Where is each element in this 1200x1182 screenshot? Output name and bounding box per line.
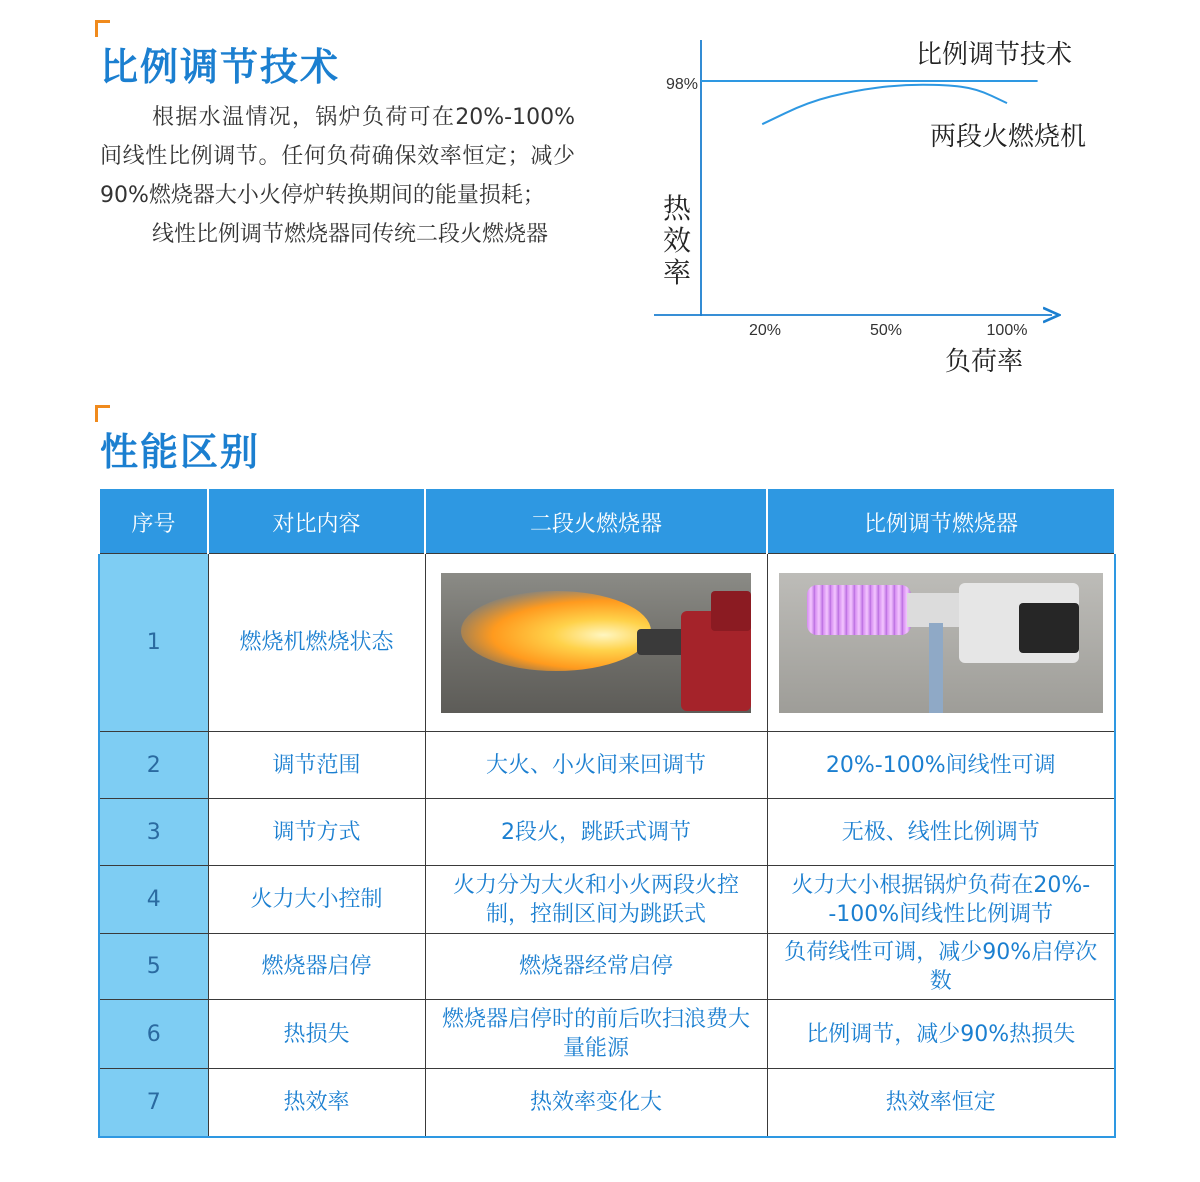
two-stage-flame-photo-cell xyxy=(425,554,767,732)
intro-paragraph-2: 线性比例调节燃烧器同传统二段火燃烧器 xyxy=(152,222,549,247)
title-corner-mark-2 xyxy=(95,405,110,422)
intro-paragraph-1: 根据水温情况，锅炉负荷可在20%-100%间线性比例调节。任何负荷确保效率恒定；减少90%燃烧器大小火停炉转换期间的能量损耗； xyxy=(100,105,575,208)
row-two-stage: 火力分为大火和小火两段火控制，控制区间为跳跃式 xyxy=(425,866,767,934)
row-index: 1 xyxy=(99,554,208,732)
row-proportional: 无极、线性比例调节 xyxy=(767,799,1115,866)
x-tick-50: 50% xyxy=(869,322,903,339)
header-item: 对比内容 xyxy=(208,490,425,554)
row-item: 热损失 xyxy=(208,1000,425,1069)
row-item: 燃烧器启停 xyxy=(208,934,425,1000)
row-index: 4 xyxy=(99,866,208,934)
two-stage-flame-photo xyxy=(441,573,751,713)
y-tick-98: 98% xyxy=(665,76,698,93)
row-index: 6 xyxy=(99,1000,208,1069)
title-corner-mark xyxy=(95,20,110,37)
comparison-table xyxy=(98,489,1116,1138)
row-index: 3 xyxy=(99,799,208,866)
table-row xyxy=(99,799,1115,866)
proportional-flame-photo-cell xyxy=(767,554,1115,732)
row-two-stage: 燃烧器经常启停 xyxy=(425,934,767,1000)
series-label-two-stage: 两段火燃烧机 xyxy=(929,122,1086,152)
row-two-stage: 热效率变化大 xyxy=(425,1069,767,1137)
section-title-proportional: 比例调节技术 xyxy=(100,45,341,89)
row-index: 2 xyxy=(99,732,208,799)
row-proportional: 火力大小根据锅炉负荷在20%--100%间线性比例调节 xyxy=(767,866,1115,934)
intro-text xyxy=(100,98,575,254)
series-two-stage-line xyxy=(762,85,1007,124)
premix-flame-glow xyxy=(807,585,911,635)
header-index: 序号 xyxy=(99,490,208,554)
x-axis-label: 负荷率 xyxy=(944,347,1024,377)
header-two-stage: 二段火燃烧器 xyxy=(425,490,767,554)
table-row xyxy=(99,554,1115,732)
x-tick-100: 100% xyxy=(986,322,1028,339)
table-row xyxy=(99,1000,1115,1069)
burner-body-2 xyxy=(711,591,751,631)
table-header-row xyxy=(99,490,1115,554)
row-proportional: 热效率恒定 xyxy=(767,1069,1115,1137)
burner-motor xyxy=(1019,603,1079,653)
table-row xyxy=(99,1069,1115,1137)
burner-stand xyxy=(929,623,943,713)
flame-glow xyxy=(461,591,651,671)
header-proportional: 比例调节燃烧器 xyxy=(767,490,1115,554)
row-index: 5 xyxy=(99,934,208,1000)
y-axis-label-3: 率 xyxy=(662,256,692,289)
table-row xyxy=(99,732,1115,799)
row-item: 热效率 xyxy=(208,1069,425,1137)
row-item: 调节方式 xyxy=(208,799,425,866)
row-item: 调节范围 xyxy=(208,732,425,799)
row-proportional: 20%-100%间线性可调 xyxy=(767,732,1115,799)
table-row xyxy=(99,934,1115,1000)
y-axis-label-2: 效 xyxy=(662,224,692,257)
row-item: 燃烧机燃烧状态 xyxy=(208,554,425,732)
row-two-stage: 大火、小火间来回调节 xyxy=(425,732,767,799)
row-item: 火力大小控制 xyxy=(208,866,425,934)
row-proportional: 负荷线性可调，减少90%启停次数 xyxy=(767,934,1115,1000)
y-axis-label-1: 热 xyxy=(662,192,692,225)
row-two-stage: 燃烧器启停时的前后吹扫浪费大量能源 xyxy=(425,1000,767,1069)
efficiency-chart xyxy=(640,28,1090,383)
row-two-stage: 2段火，跳跃式调节 xyxy=(425,799,767,866)
table-row xyxy=(99,866,1115,934)
proportional-flame-photo xyxy=(779,573,1103,713)
x-tick-20: 20% xyxy=(748,322,782,339)
row-index: 7 xyxy=(99,1069,208,1137)
row-proportional: 比例调节，减少90%热损失 xyxy=(767,1000,1115,1069)
section-title-performance: 性能区别 xyxy=(100,430,261,474)
series-label-proportional: 比例调节技术 xyxy=(915,40,1072,70)
